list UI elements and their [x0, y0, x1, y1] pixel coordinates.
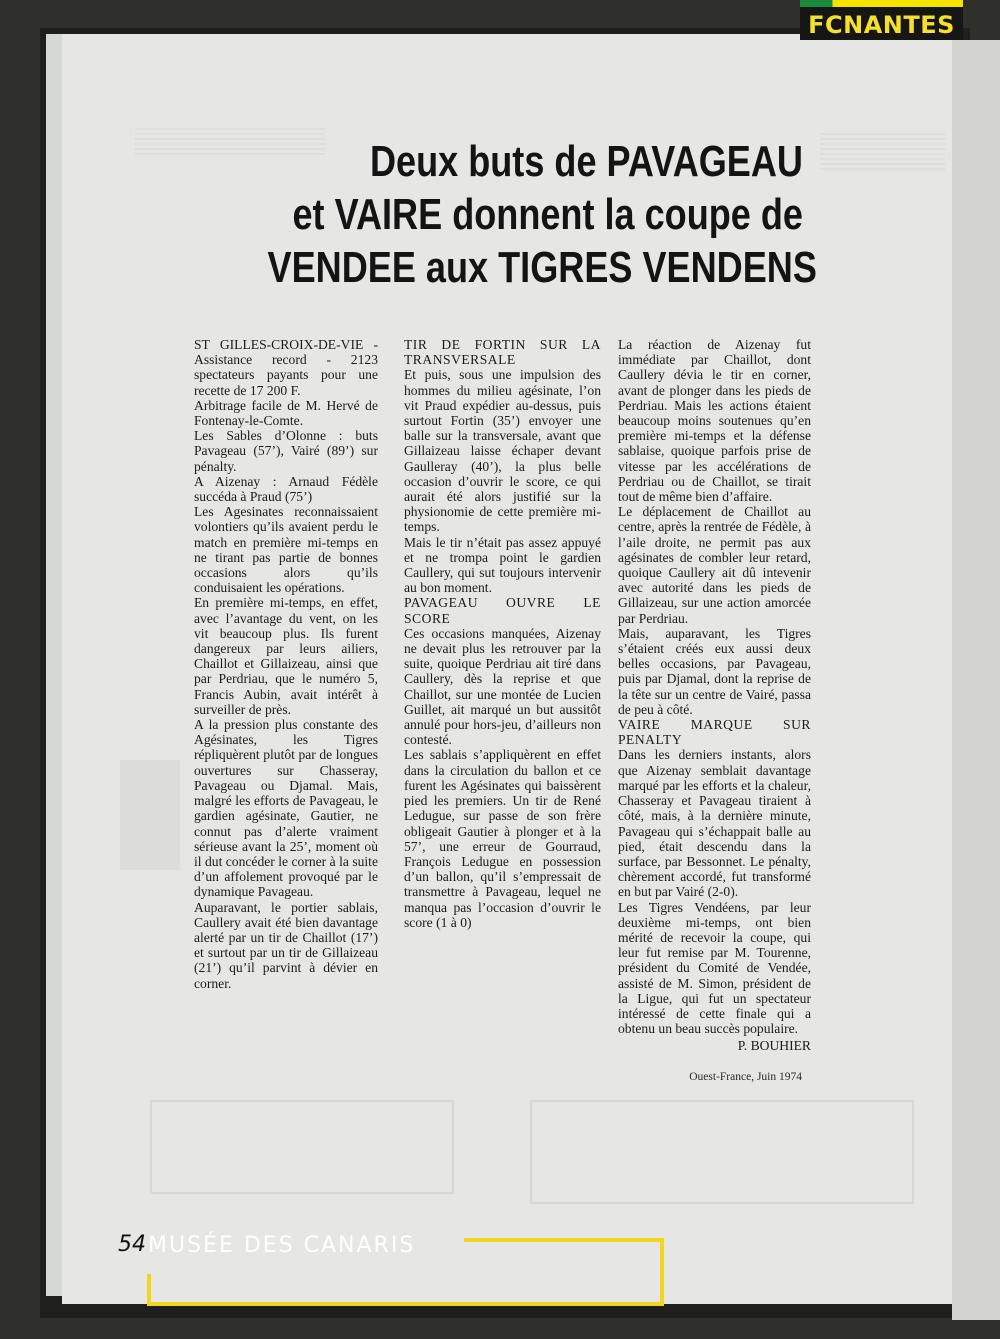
page-number: 54	[118, 1232, 146, 1257]
headline-line-1: Deux buts de PAVAGEAU	[369, 137, 803, 186]
article-column-3	[618, 337, 811, 1054]
paragraph: Le déplacement de Chaillot au centre, après la rentrée de Fédèle, à l’aile droite, ne permit pas aux agésinates de combler leur retard, quoique Caullery ait dû intevenir avec autorité dans les pieds de Gillaizeau, sur une action amorcée par Perdriau.	[618, 504, 811, 626]
author-signature: P. BOUHIER	[737, 1038, 811, 1054]
paragraph: Mais, auparavant, les Tigres s’étaient créés eux aussi deux belles occasions, par Pavageau, puis par Djamal, dont la reprise de la tête sur un centre de Vairé, passa de peu à côté.	[618, 625, 811, 717]
facing-page-edge	[952, 40, 1000, 1320]
footer-label: MUSÉE DES CANARIS	[148, 1233, 416, 1258]
source-credit: Ouest-France, Juin 1974	[689, 1071, 802, 1083]
headline-line-3: VENDEE aux TIGRES VENDENS	[267, 243, 817, 292]
bleed-through-box	[120, 760, 180, 870]
subheading: TIR DE FORTIN SUR LA TRANSVERSALE	[404, 337, 601, 368]
subheading: VAIRE MARQUE SUR PENALTY	[618, 717, 811, 748]
fcnantes-logo	[800, 0, 963, 40]
article-headline	[267, 135, 817, 294]
paragraph: Ces occasions manquées, Aizenay ne devait plus les retrouver par la suite, quoique Perdriau ait tiré dans Caullery, dès la reprise et que Chaillot, sur une montée de Lucien Guillet, ait marqué un but aussitôt annulé pour hors-jeu, d’ailleurs non contesté.	[404, 625, 601, 748]
headline-line-2: et VAIRE donnent la coupe de	[292, 190, 803, 239]
footer-frame-right	[660, 1238, 664, 1306]
paragraph: Auparavant, le portier sablais, Caullery avait été bien davantage alerté par un tir de Chaillot (17’) et surtout par un tir de Gillaizeau (21’) qu’il parvint à dévier en corner.	[194, 899, 378, 991]
logo-stripe	[800, 0, 963, 7]
paragraph: Les Sables d’Olonne : buts Pavageau (57’), Vairé (89’) sur pénalty.	[194, 428, 378, 474]
paragraph: Arbitrage facile de M. Hervé de Fontenay-le-Comte.	[194, 397, 378, 429]
article-column-2	[404, 337, 601, 930]
paragraph: A la pression plus constante des Agésinates, les Tigres répliquèrent plutôt par de longues ouvertures sur Chasseray, Pavageau ou Djamal. Mais, malgré les efforts de Pavageau, le gardien agésinate, Gautier, ne connut pas d’alerte vraiment sérieuse avant la 25’, moment où il dut concéder le corner à la suite d’un affolement provoqué par le dynamique Pavageau.	[194, 717, 378, 900]
paragraph: Les Agesinates reconnaissaient volontiers qu’ils avaient perdu le match en première mi-temps en ne tirant pas partie de bonnes occasions alors qu’ils conduisaient les opérations.	[194, 504, 378, 596]
footer-frame-bottom	[147, 1302, 664, 1306]
paragraph: Et puis, sous une impulsion des hommes du milieu agésinate, l’on vit Praud expédier au-dessus, puis surtout Fortin (35’) envoyer une balle sur la transversale, avant que Gillaizeau laisse échaper devant Gaulleray (40’), la plus belle occasion d’ouvrir le score, ce qui aurait été alors justifié sur la physionomie de cette première mi-temps.	[404, 367, 601, 535]
paragraph: Mais le tir n’était pas assez appuyé et ne trompa point le gardien Caullery, qui sut toujours intervenir au bon moment.	[404, 534, 601, 596]
paragraph: Les sablais s’appliquèrent en effet dans la circulation du ballon et ce furent les Agésinates qui baissèrent pied les premiers. Un tir de René Ledugue, sur passe de son frère obligeait Gautier à plonger et à la 57’, une erreur de Gourraud, François Ledugue en possession d’un ballon, qu’il s’empressait de transmettre à Pavageau, lequel ne manqua pas l’occasion d’ouvrir le score (1 à 0)	[404, 747, 601, 930]
paragraph: A Aizenay : Arnaud Fédèle succéda à Praud (75’)	[194, 473, 378, 505]
paragraph: Dans les derniers instants, alors que Aizenay semblait davantage marqué par les efforts et la chaleur, Chasseray et Pavageau tiraient à côté, mais, à la dernière minute, Pavageau qui s’échappait balle au pied, était descendu dans la surface, par Bessonnet. Le pénalty, chèrement accordé, fut transformé en but par Vairé (2-0).	[618, 747, 811, 900]
bleed-through-text	[820, 130, 945, 170]
paragraph: ST GILLES-CROIX-DE-VIE - Assistance record - 2123 spectateurs payants pour une recette de 17 200 F.	[194, 337, 378, 398]
bleed-through-box	[150, 1100, 454, 1194]
footer-frame-top	[464, 1238, 664, 1242]
subheading: PAVAGEAU OUVRE LE SCORE	[404, 595, 601, 626]
article-column-1	[194, 337, 378, 991]
paragraph: La réaction de Aizenay fut immédiate par Chaillot, dont Caullery dévia le tir en corner, avant de plonger dans les pieds de Perdriau. Mais les actions étaient beaucoup moins soutenues qu’en première mi-temps et la défense sablaise, quoique parfois prise de vitesse par les accélérations de Perdriau ou de Chaillot, se tirait tout de même bien d’affaire.	[618, 337, 811, 505]
bleed-through-box	[530, 1100, 914, 1204]
footer-frame-left	[147, 1274, 151, 1306]
paragraph: Les Tigres Vendéens, par leur deuxième mi-temps, ont bien mérité de recevoir la coupe, qui leur fut remise par M. Tourenne, président du Comité de Vendée, assisté de M. Simon, président de la Ligue, qui fut un spectateur intéressé de cette finale qui a obtenu un beau succès populaire.	[618, 899, 811, 1037]
logo-text: FCNANTES	[808, 11, 955, 39]
paragraph: En première mi-temps, en effet, avec l’avantage du vent, on les vit beaucoup plus. Ils furent dangereux par leurs ailiers, Chaillot et Gillaizeau, ainsi que par Perdriau, que le numéro 5, Francis Aubin, avait intérêt à surveiller de près.	[194, 595, 378, 717]
